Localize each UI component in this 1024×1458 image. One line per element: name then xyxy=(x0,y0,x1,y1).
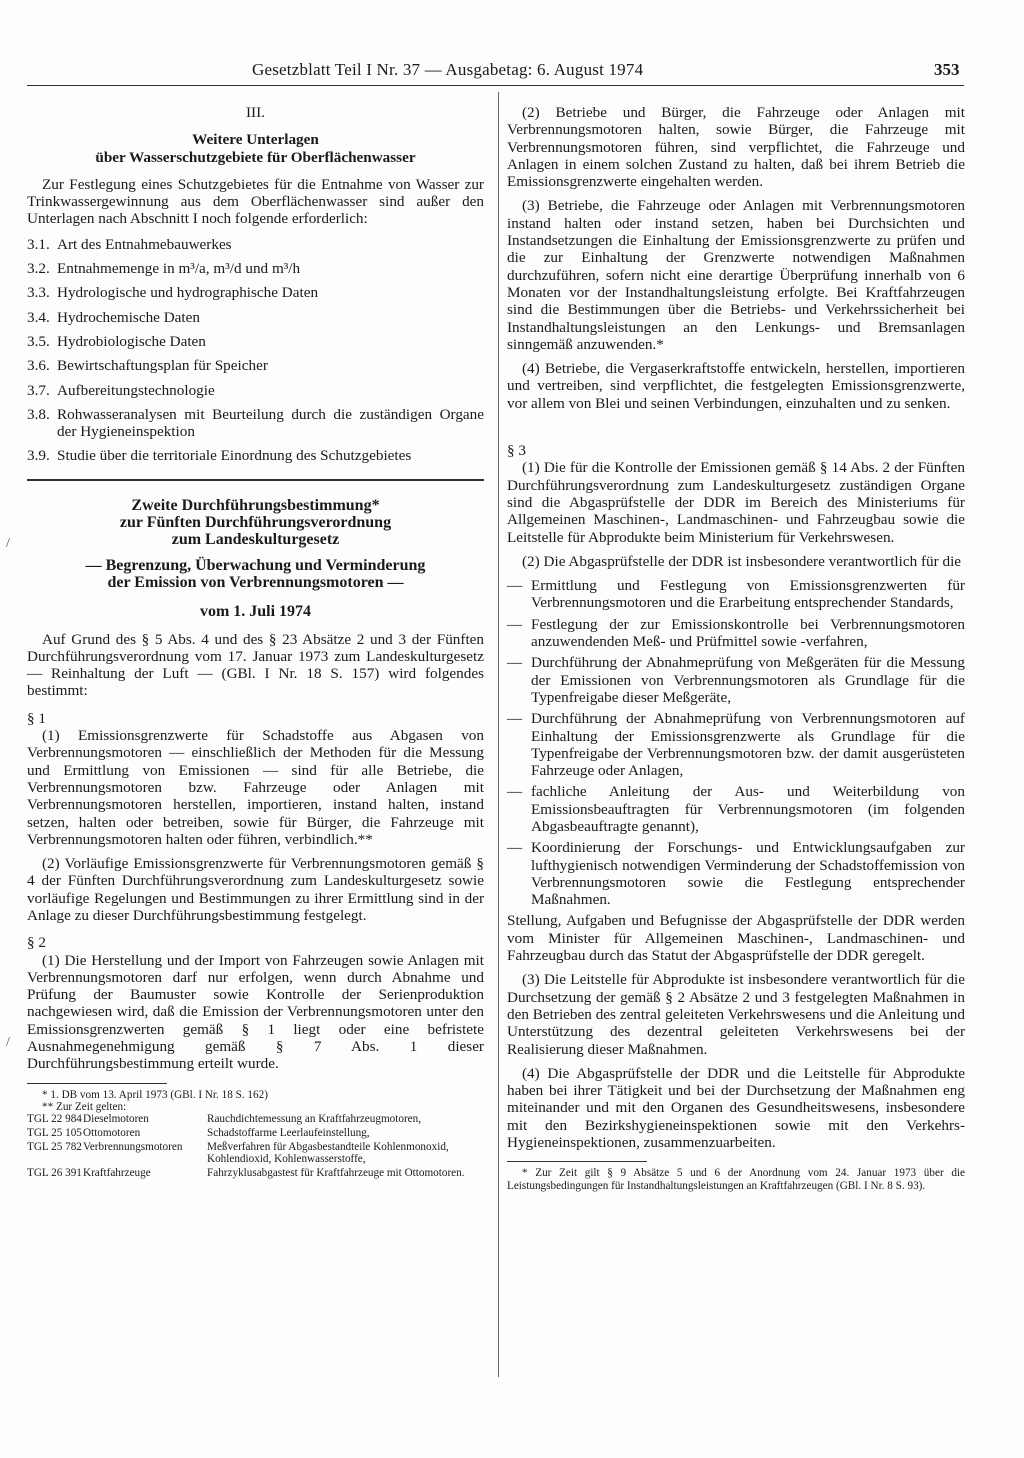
body-paragraph: (2) Betriebe und Bürger, die Fahrzeuge oder Anlagen mit Verbrennungsmotoren halten, sowie Bürger, die Fahrzeuge mit Verbrennungsmotoren führen, sind verpflichtet, die Fahrzeuge und Anlagen in einem solchen Zustand zu halten, daß bei ihrem Betrieb die Emissionsgrenzwerte eingehalten werden. xyxy=(507,104,965,191)
section-rule xyxy=(27,479,484,481)
left-column xyxy=(27,104,484,1181)
list-item: — Ermittlung und Festlegung von Emissionsgrenzwerten für Verbrennungsmotoren und die Erarbeitung entsprechender Standards, xyxy=(507,577,965,612)
list-item xyxy=(27,447,484,464)
list-item xyxy=(27,382,484,399)
decree-title: Zweite Durchführungsbestimmung* xyxy=(131,496,380,514)
item-text: Durchführung der Abnahmeprüfung von Verbrennungsmotoren auf Einhaltung der Emissionsgrenzwerte als Grundlage für die Typenfreigabe der Verbrennungsmotoren bzw. der damit ausgerüsteten Fahrzeuge oder Anlagen, xyxy=(531,710,965,780)
decree-date: vom 1. Juli 1974 xyxy=(199,603,312,621)
item-number: 3.5. xyxy=(27,332,50,350)
column-divider xyxy=(498,92,499,1377)
list-item: — Durchführung der Abnahmeprüfung von Verbrennungsmotoren auf Einhaltung der Emissionsgrenzwerte als Grundlage für die Typenfreigabe der Verbrennungsmotoren bzw. der damit ausgerüsteten Fahrzeuge oder Anlagen, xyxy=(507,710,965,780)
body-paragraph: (4) Betriebe, die Vergaserkraftstoffe entwickeln, herstellen, importieren und vertreiben, sind verpflichtet, die festgelegten Emissionsgrenzwerte, vor allem von Blei und seinen Verbindungen, einzuhalten und zu senken. xyxy=(507,360,965,412)
paragraph-heading: § 3 xyxy=(507,442,526,460)
item-number: 3.9. xyxy=(27,447,50,465)
item-number: 3.4. xyxy=(27,308,50,326)
header-rule xyxy=(27,85,964,86)
item-text: Rohwasseranalysen mit Beurteilung durch die zuständigen Organe der Hygieneinspektion xyxy=(57,405,484,441)
standard-code: TGL 22 984 xyxy=(27,1113,82,1126)
item-text: fachliche Anleitung der Aus- und Weiterbildung von Emissionsbeauftragten für Verbrennungsmotoren (im folgenden Abgasbeauftragte genannt), xyxy=(531,783,965,835)
decree-subtitle: der Emission von Verbrennungsmotoren — xyxy=(107,573,404,591)
page-number: 353 xyxy=(934,60,960,79)
body-paragraph: (2) Vorläufige Emissionsgrenzwerte für Verbrennungsmotoren gemäß § 4 der Fünften Durchführungsverordnung zum Landeskulturgesetz sowie vorläufige Regelungen und Bestimmungen zu ihrer Ermittlung sind in der Anlage zu dieser Durchführungsbestimmung festgelegt. xyxy=(27,855,484,924)
table-row xyxy=(27,1141,484,1167)
paragraph-heading: § 1 xyxy=(27,709,46,727)
decree-title: zur Fünften Durchführungsverordnung xyxy=(119,514,392,532)
table-row xyxy=(27,1127,484,1141)
item-number: 3.6. xyxy=(27,357,50,375)
intro-paragraph: Zur Festlegung eines Schutzgebietes für die Entnahme von Wasser zur Trinkwassergewinnung aus dem Oberflächenwasser sind außer den Unterlagen nach Abschnitt I noch folgende erforderlich: xyxy=(27,175,484,228)
paragraph-heading: § 2 xyxy=(27,934,46,952)
item-text: Durchführung der Abnahmeprüfung von Meßgeräten für die Messung der Emissionen von Verbrennungsmotoren als Grundlage für die Typenfreigabe dieser Meßgeräte, xyxy=(531,654,965,706)
item-text: Hydrologische und hydrographische Daten xyxy=(57,284,319,302)
section-heading: über Wasserschutzgebiete für Oberflächenwasser xyxy=(95,148,416,166)
item-number: 3.2. xyxy=(27,260,50,278)
body-paragraph: (4) Die Abgasprüfstelle der DDR und die Leitstelle für Abprodukte haben bei ihrer Tätigkeit und bei der Durchsetzung der Maßnahmen eng miteinander und mit den Organen des Gesundheitswesens, insbesondere mit den Bezirkshygieneinspektionen sowie mit den Verkehrs-Hygieneinspektionen, zusammenzuarbeiten. xyxy=(507,1064,965,1152)
list-item: — Durchführung der Abnahmeprüfung von Meßgeräten für die Messung der Emissionen von Verbrennungsmotoren als Grundlage für die Typenfreigabe dieser Meßgeräte, xyxy=(507,654,965,706)
table-row xyxy=(27,1113,484,1127)
table-row xyxy=(27,1167,484,1181)
item-text: Hydrobiologische Daten xyxy=(57,332,206,350)
body-paragraph: (1) Die für die Kontrolle der Emissionen gemäß § 14 Abs. 2 der Fünften Durchführungsverordnung zum Landeskulturgesetz zuständigen Organe sind die Abgasprüfstelle der DDR im Bereich des Ministeriums für Allgemeinen Maschinen-, Landmaschinen- und Fahrzeugbau sowie die Leitstelle für Abprodukte beim Ministerium für Verkehrswesen. xyxy=(507,459,965,546)
list-item: — Koordinierung der Forschungs- und Entwicklungsaufgaben zur lufthygienisch notwendigen Verminderung der Schadstoffemission von Verbrennungsmotoren sowie die Festlegung entsprechender Maßnahmen. xyxy=(507,839,965,909)
standard-subject: Kraftfahrzeuge xyxy=(83,1167,151,1180)
list-item xyxy=(27,406,484,441)
section-number: III. xyxy=(246,104,265,121)
item-number: 3.3. xyxy=(27,284,50,302)
right-column xyxy=(507,104,965,1192)
body-paragraph: (1) Emissionsgrenzwerte für Schadstoffe aus Abgasen von Verbrennungsmotoren — einschließlich der Methoden für die Messung und Ermittlung von Emissionen — sind für alle Betriebe, die Verbrennungsmotoren bzw. Fahrzeuge oder Anlagen mit Verbrennungsmotoren herstellen, importieren, instand halten, instand setzen, halten oder betreiben, sowie für Bürger, die Fahrzeuge mit Verbrennungsmotoren halten oder führen, verbindlich.** xyxy=(27,727,484,848)
footnote: * Zur Zeit gilt § 9 Absätze 5 und 6 der Anordnung vom 24. Januar 1973 über die Leistungsbedingungen für Instandhaltungsleistungen an Kraftfahrzeugen (GBl. I Nr. 8 S. 93). xyxy=(507,1167,965,1192)
decree-subtitle: — Begrenzung, Überwachung und Verminderung xyxy=(85,556,426,574)
item-text: Festlegung der zur Emissionskontrolle bei Verbrennungsmotoren anzuwendenden Meß- und Prüfmittel sowie -verfahren, xyxy=(531,615,965,651)
standard-code: TGL 26 391 xyxy=(27,1167,82,1180)
list-item: — Festlegung der zur Emissionskontrolle bei Verbrennungsmotoren anzuwendenden Meß- und Prüfmittel sowie -verfahren, xyxy=(507,615,965,651)
body-paragraph: (3) Betriebe, die Fahrzeuge oder Anlagen mit Verbrennungsmotoren instand halten oder instand setzen, haben bei Durchsichten und Instandsetzungen die Einhaltung der Emissionsgrenzwerte zu prüfen und die zur Einhaltung der Grenzwerte notwendigen Maßnahmen durchzuführen, sofern nicht eine derartige Überprüfung innerhalb von 6 Monaten vor der Instandhaltungsleistung erfolgte. Bei Kraftfahrzeugen sind die Bestimmungen über die Betriebs- und Verkehrssicherheit bei Instandhaltungsleistungen an den Lenkungs- und Bremsanlagen sinngemäß anzuwenden.* xyxy=(507,197,965,353)
standard-code: TGL 25 105 xyxy=(27,1127,82,1140)
standards-table xyxy=(27,1113,484,1181)
item-number: 3.7. xyxy=(27,381,50,399)
list-item xyxy=(27,236,484,253)
item-number: 3.8. xyxy=(27,405,50,423)
standard-description: Schadstoffarme Leerlaufeinstellung, xyxy=(207,1127,370,1140)
item-text: Studie über die territoriale Einordnung des Schutzgebietes xyxy=(57,447,412,465)
item-text: Ermittlung und Festlegung von Emissionsgrenzwerten für Verbrennungsmotoren und die Erarbeitung entsprechender Standards, xyxy=(531,577,965,612)
running-header xyxy=(0,60,1024,84)
responsibility-list xyxy=(507,577,965,908)
list-item xyxy=(27,357,484,374)
item-number: 3.1. xyxy=(27,235,50,253)
item-text: Koordinierung der Forschungs- und Entwicklungsaufgaben zur lufthygienisch notwendigen Verminderung der Schadstoffemission von Verbrennungsmotoren sowie die Festlegung entsprechender Maßnahmen. xyxy=(531,839,965,909)
standard-subject: Dieselmotoren xyxy=(83,1113,149,1126)
footnote: ** Zur Zeit gelten: xyxy=(42,1101,127,1114)
list-item xyxy=(27,260,484,277)
margin-mark: / xyxy=(6,536,10,551)
item-text: Aufbereitungstechnologie xyxy=(57,381,215,399)
item-text: Bewirtschaftungsplan für Speicher xyxy=(57,357,268,375)
body-paragraph: (1) Die Herstellung und der Import von Fahrzeugen sowie Anlagen mit Verbrennungsmotoren darf nur erfolgen, wenn durch Abnahme und Prüfung der Baumuster sowie Kontrolle der Serienproduktion nachgewiesen wird, daß die Emission der Verbrennungsmotoren unter den Emissionsgrenzwerten gemäß § 1 liegt oder eine befristete Ausnahmegenehmigung gemäß § 7 Abs. 1 dieser Durchführungsbestimmung erteilt wurde. xyxy=(27,951,484,1073)
standard-description: Meßverfahren für Abgasbestandteile Kohlenmonoxid, Kohlendioxid, Kohlenwasserstoffe, xyxy=(207,1141,449,1166)
section-heading: Weitere Unterlagen xyxy=(192,131,319,149)
margin-mark: / xyxy=(6,1035,10,1050)
standard-description: Fahrzyklusabgastest für Kraftfahrzeuge mit Ottomotoren. xyxy=(207,1167,465,1180)
footnote-separator xyxy=(27,1083,167,1084)
item-text: Art des Entnahmebauwerkes xyxy=(57,235,232,253)
standard-subject: Ottomotoren xyxy=(83,1127,141,1140)
decree-title: zum Landeskulturgesetz xyxy=(171,531,340,549)
header-title: Gesetzblatt Teil I Nr. 37 — Ausgabetag: 6. August 1974 xyxy=(252,60,644,79)
body-paragraph: (2) Die Abgasprüfstelle der DDR ist insbesondere verantwortlich für die xyxy=(522,552,962,570)
standard-subject: Verbrennungsmotoren xyxy=(83,1141,183,1154)
footnote: * 1. DB vom 13. April 1973 (GBl. I Nr. 18 S. 162) xyxy=(42,1088,268,1101)
preamble: Auf Grund des § 5 Abs. 4 und des § 23 Absätze 2 und 3 der Fünften Durchführungsverordnung vom 17. Januar 1973 zum Landeskulturgesetz — Reinhaltung der Luft — (GBl. I Nr. 18 S. 157) wird folgendes bestimmt: xyxy=(27,630,484,700)
list-item xyxy=(27,284,484,301)
item-text: Entnahmemenge in m³/a, m³/d und m³/h xyxy=(57,260,301,278)
list-item xyxy=(27,309,484,326)
standard-description: Rauchdichtemessung an Kraftfahrzeugmotoren, xyxy=(207,1113,422,1126)
item-text: Hydrochemische Daten xyxy=(57,308,200,326)
standard-code: TGL 25 782 xyxy=(27,1141,82,1154)
footnote-separator xyxy=(507,1161,647,1162)
list-item xyxy=(27,333,484,350)
body-paragraph: Stellung, Aufgaben und Befugnisse der Abgasprüfstelle der DDR werden vom Minister für Allgemeinen Maschinen-, Landmaschinen- und Fahrzeugbau durch das Statut der Abgasprüfstelle der DDR geregelt. xyxy=(507,912,965,965)
requirements-list xyxy=(27,236,484,465)
list-item: — fachliche Anleitung der Aus- und Weiterbildung von Emissionsbeauftragten für Verbrennungsmotoren (im folgenden Abgasbeauftragte genannt), xyxy=(507,783,965,835)
body-paragraph: (3) Die Leitstelle für Abprodukte ist insbesondere verantwortlich für die Durchsetzung der gemäß § 2 Absätze 2 und 3 festgelegten Maßnahmen in den Betrieben des zentral geleiteten Verkehrswesens und die Anleitung und Unterstützung des dezentral geleiteten Verkehrswesens bei der Realisierung dieser Maßnahmen. xyxy=(507,971,965,1058)
